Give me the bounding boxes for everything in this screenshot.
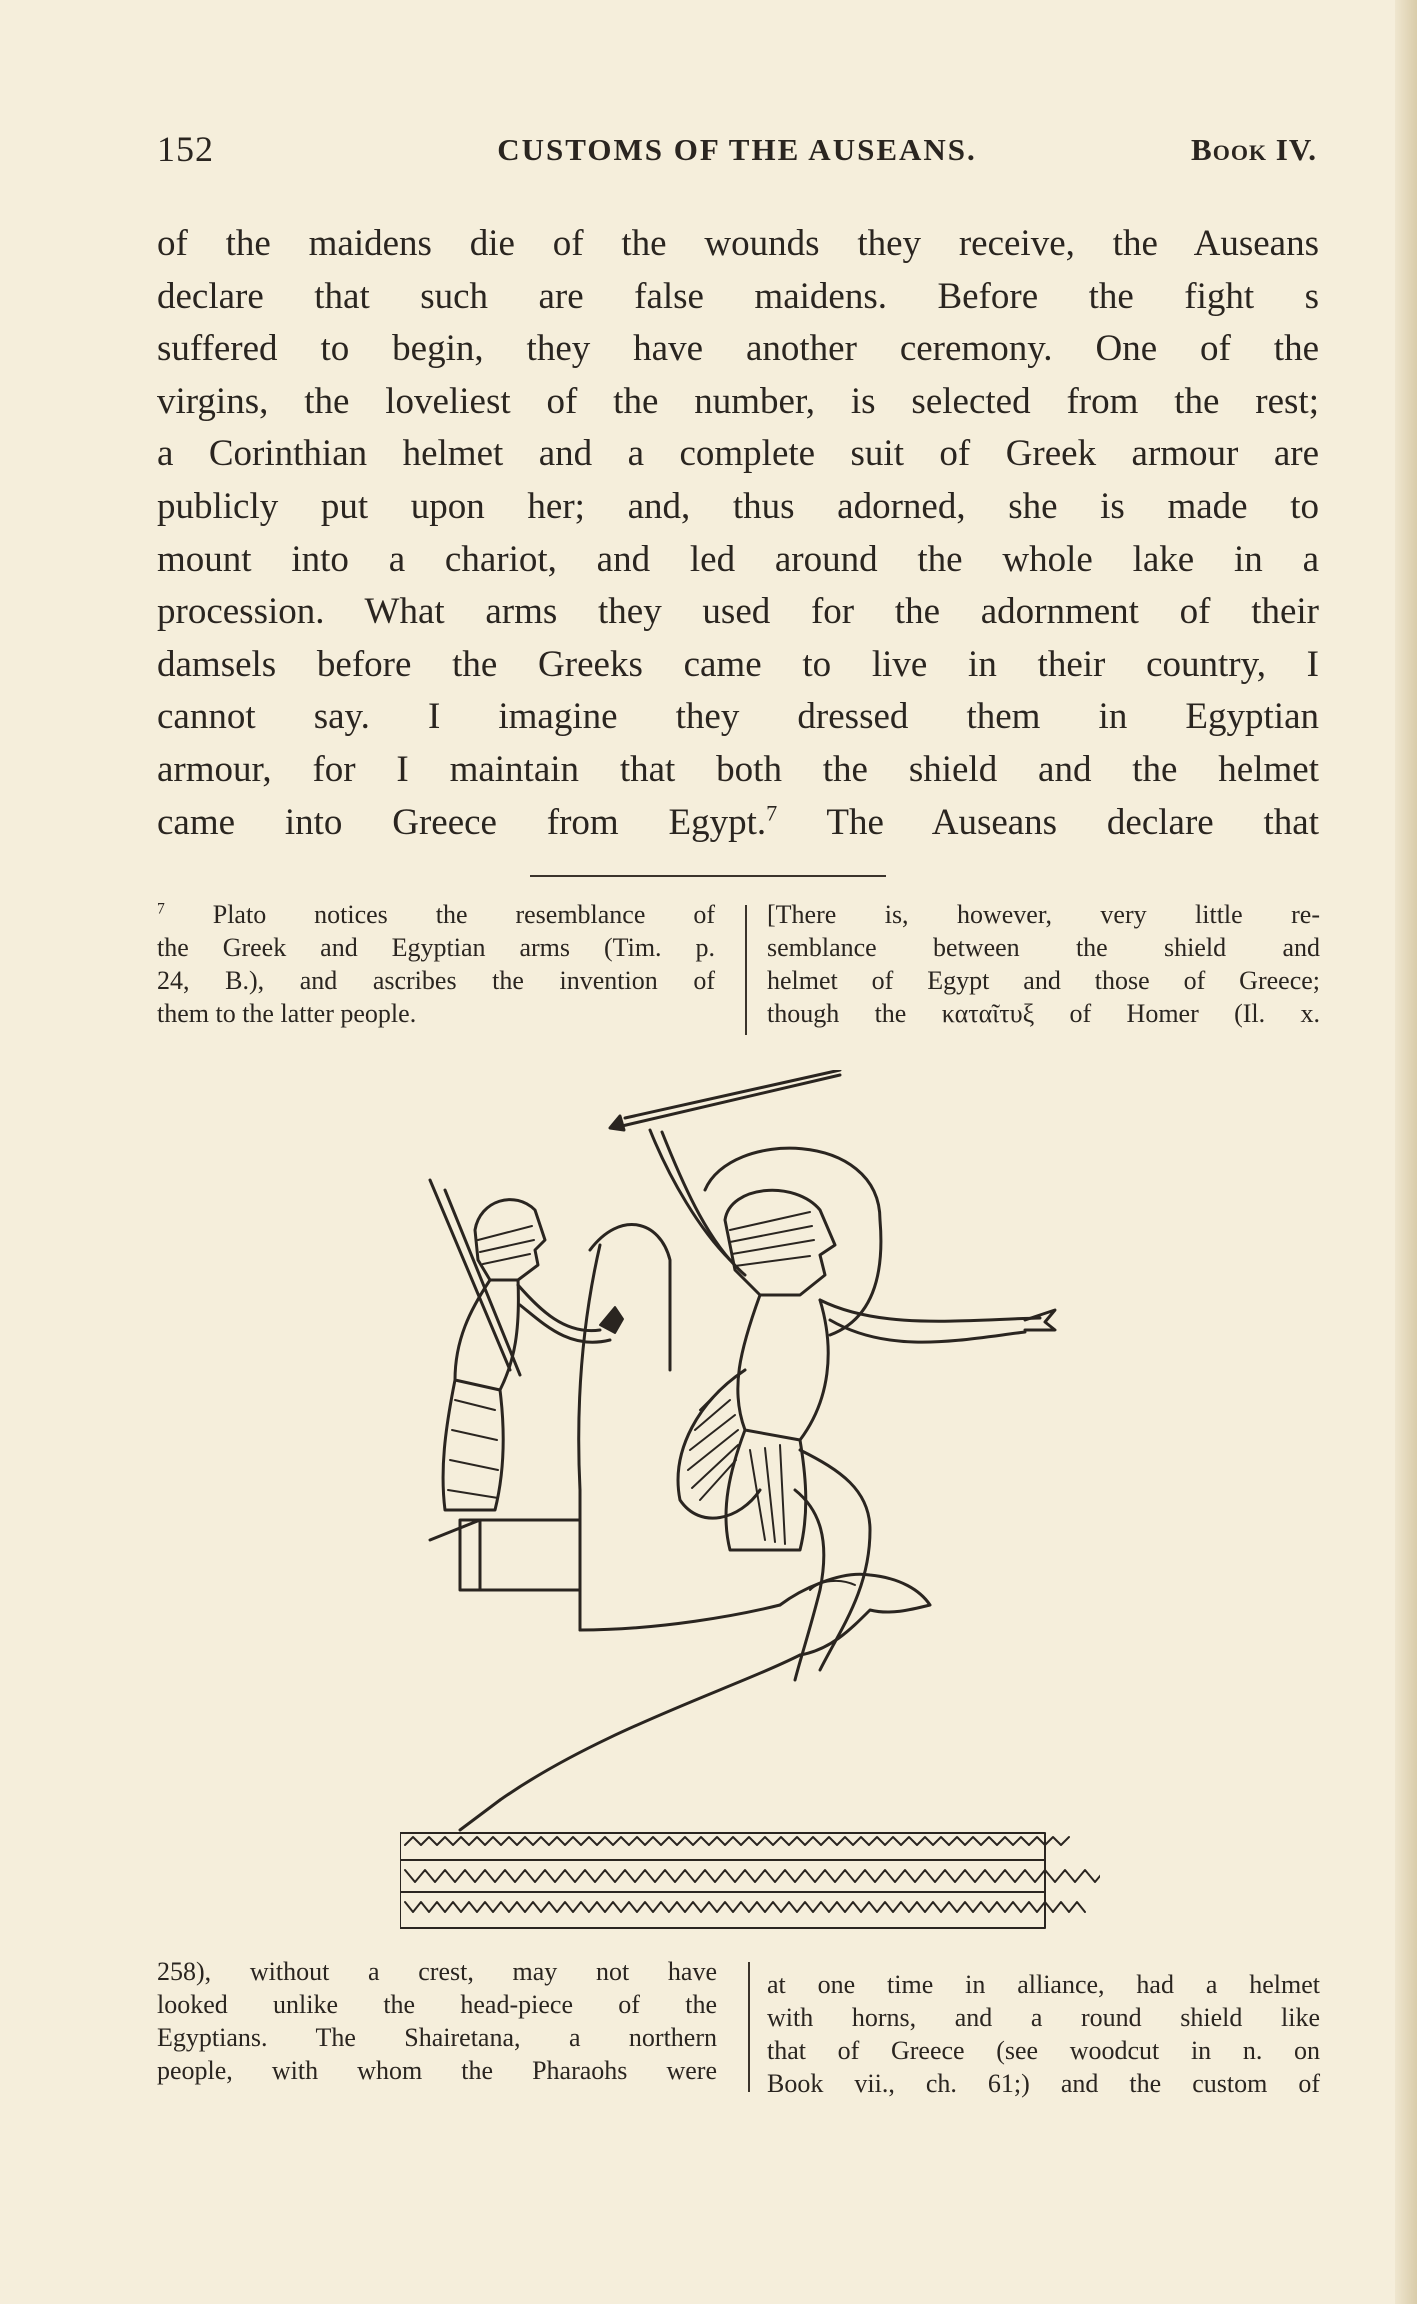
text-line-last xyxy=(157,797,1319,850)
footnote-line: looked unlike the head-piece of the xyxy=(157,1990,717,2019)
text-line: cannot say. I imagine they dressed them in Egyptian xyxy=(157,696,1319,738)
page-number: 152 xyxy=(157,129,214,169)
text-line: suffered to begin, they have another ceremony. One of the xyxy=(157,328,1319,370)
column-divider xyxy=(745,905,747,1035)
running-head xyxy=(157,128,1317,176)
footnote-line: that of Greece (see woodcut in n. on xyxy=(767,2036,1320,2065)
book-label: Book IV. xyxy=(1191,132,1317,167)
footnote-line: them to the latter people. xyxy=(157,999,417,1028)
text-line: procession. What arms they used for the adornment of their xyxy=(157,591,1319,633)
footnote-line: though the καταῖτυξ of Homer (Il. x. xyxy=(767,999,1320,1028)
text-line: a Corinthian helmet and a complete suit of Greek armour are xyxy=(157,433,1319,475)
footnote-line: helmet of Egypt and those of Greece; xyxy=(767,966,1320,995)
text-line: mount into a chariot, and led around the whole lake in a xyxy=(157,538,1319,580)
column-divider xyxy=(748,1962,750,2092)
footnote-line: Egyptians. The Shairetana, a northern xyxy=(157,2023,717,2052)
footnote-line: at one time in alliance, had a helmet xyxy=(767,1970,1320,1999)
text-segment: came into Greece from Egypt. xyxy=(157,801,767,843)
footnote-line: the Greek and Egyptian arms (Tim. p. xyxy=(157,933,715,962)
footnote-line: people, with whom the Pharaohs were xyxy=(157,2056,717,2085)
text-line: virgins, the loveliest of the number, is selected from the rest; xyxy=(157,380,1319,422)
footnote-line: [There is, however, very little re- xyxy=(767,900,1320,929)
footnote-mark: 7 xyxy=(157,900,165,918)
footnote-reference[interactable]: 7 xyxy=(766,800,778,826)
main-text xyxy=(157,218,1319,849)
text-line: of the maidens die of the wounds they receive, the Auseans xyxy=(157,223,1319,264)
text-line: damsels before the Greeks came to live in their country, I xyxy=(157,643,1319,685)
text-line: armour, for I maintain that both the shield and the helmet xyxy=(157,748,1319,790)
footnote-continued-right-column xyxy=(767,1968,1320,2100)
egyptian-woodcut-illustration xyxy=(400,1070,1100,1930)
footnote-rule xyxy=(530,875,886,877)
text-segment: The Auseans declare that xyxy=(826,801,1319,843)
footnote-continued-left-column xyxy=(157,1955,717,2087)
footnote-line: with horns, and a round shield like xyxy=(767,2003,1320,2032)
footnote-line: $^7$ Plato notices the resemblance of xyxy=(157,900,715,929)
text-line: declare that such are false maidens. Before the fight s xyxy=(157,275,1319,317)
page-gutter-shadow xyxy=(1395,0,1417,2304)
text-line: publicly put upon her; and, thus adorned, she is made to xyxy=(157,485,1319,527)
footnote-7-right-column xyxy=(767,898,1320,1030)
footnote-7-left-column xyxy=(157,898,715,1030)
footnote-line: 24, B.), and ascribes the invention of xyxy=(157,966,715,995)
footnote-line: semblance between the shield and xyxy=(767,933,1320,962)
footnote-line: Book vii., ch. 61;) and the custom of xyxy=(767,2069,1320,2098)
running-title: CUSTOMS OF THE AUSEANS. xyxy=(497,132,977,167)
footnote-line: 258), without a crest, may not have xyxy=(157,1957,717,1986)
